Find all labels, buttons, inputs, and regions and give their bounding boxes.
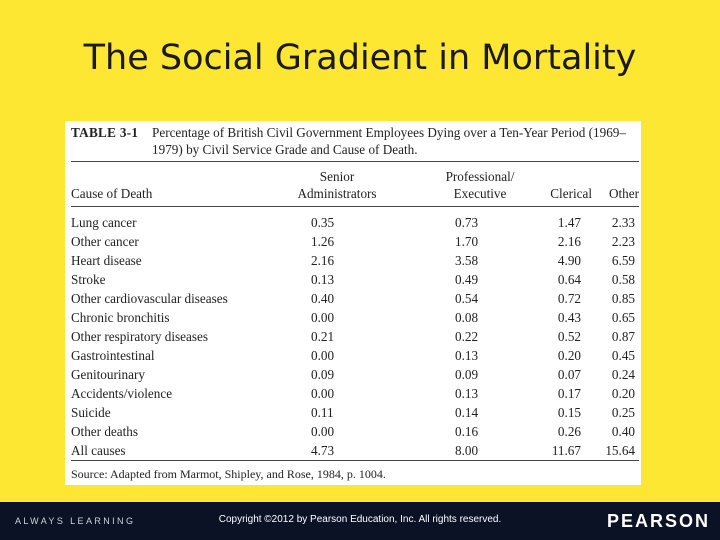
- table-top-rule: [71, 161, 639, 162]
- cell-senior: 0.00: [311, 310, 335, 325]
- cell-other: 2.23: [611, 234, 635, 249]
- cell-clerical: 0.15: [557, 405, 581, 420]
- pearson-logo: PEARSON: [606, 511, 710, 531]
- cell-professional: 0.54: [455, 291, 479, 306]
- cell-clerical: 1.47: [557, 215, 581, 230]
- cell-clerical: 0.20: [557, 348, 581, 363]
- table-row: [65, 327, 641, 346]
- cell-professional: 0.09: [455, 367, 479, 382]
- header-senior-administrators: [277, 168, 397, 202]
- cell-professional: 0.14: [455, 405, 479, 420]
- cell-clerical: 2.16: [557, 234, 581, 249]
- cell-other: 0.24: [611, 367, 635, 382]
- cell-clerical: 0.72: [557, 291, 581, 306]
- cell-senior: 4.73: [311, 443, 335, 458]
- cell-cause: Stroke: [71, 272, 106, 287]
- cell-professional: 1.70: [455, 234, 479, 249]
- cell-clerical: 0.43: [557, 310, 581, 325]
- header-other: Other: [608, 186, 639, 201]
- cell-other: 6.59: [611, 253, 635, 268]
- cell-other: 0.65: [611, 310, 635, 325]
- cell-cause: Other respiratory diseases: [71, 329, 208, 344]
- cell-clerical: 0.64: [557, 272, 581, 287]
- cell-senior: 0.13: [311, 272, 335, 287]
- table-row: [65, 422, 641, 441]
- cell-clerical: 0.07: [557, 367, 581, 382]
- cell-other: 0.85: [611, 291, 635, 306]
- table-row: [65, 346, 641, 365]
- cell-cause: All causes: [71, 443, 126, 458]
- cell-other: 0.25: [611, 405, 635, 420]
- cell-senior: 0.40: [311, 291, 335, 306]
- cell-professional: 0.49: [455, 272, 479, 287]
- cell-professional: 0.22: [455, 329, 479, 344]
- header-professional-executive: [425, 168, 535, 202]
- cell-professional: 0.13: [455, 386, 479, 401]
- cell-senior: 0.00: [311, 348, 335, 363]
- cell-other: 2.33: [611, 215, 635, 230]
- slide-title: The Social Gradient in Mortality: [83, 38, 637, 78]
- cell-cause: Gastrointestinal: [71, 348, 155, 363]
- table-row: [65, 441, 641, 460]
- table-row: [65, 289, 641, 308]
- cell-clerical: 11.67: [551, 443, 581, 458]
- table-bottom-rule: [71, 460, 639, 461]
- cell-senior: 0.09: [311, 367, 335, 382]
- cell-senior: 2.16: [311, 253, 335, 268]
- cell-cause: Suicide: [71, 405, 111, 420]
- cell-senior: 0.11: [311, 405, 334, 420]
- cell-cause: Lung cancer: [71, 215, 137, 230]
- cell-cause: Heart disease: [71, 253, 142, 268]
- cell-senior: 0.35: [311, 215, 335, 230]
- cell-cause: Other cancer: [71, 234, 139, 249]
- cell-other: 0.87: [611, 329, 635, 344]
- table-label: TABLE 3-1: [71, 125, 139, 140]
- header-clerical: Clerical: [550, 186, 592, 201]
- table-row: [65, 251, 641, 270]
- footer-bar: [0, 502, 720, 540]
- header-senior-line1: Senior: [319, 169, 355, 184]
- footer-tagline: ALWAYS LEARNING: [15, 516, 136, 526]
- table-row: [65, 384, 641, 403]
- cell-senior: 0.21: [311, 329, 335, 344]
- cell-clerical: 0.52: [557, 329, 581, 344]
- cell-other: 0.58: [611, 272, 635, 287]
- cell-senior: 0.00: [311, 386, 335, 401]
- cell-cause: Accidents/violence: [71, 386, 173, 401]
- cell-professional: 8.00: [455, 443, 479, 458]
- cell-other: 15.64: [605, 443, 635, 458]
- table-row: [65, 308, 641, 327]
- mortality-table: [65, 121, 641, 485]
- header-senior-line2: Administrators: [297, 186, 377, 201]
- header-prof-line1: Professional/: [445, 169, 515, 184]
- cell-other: 0.40: [611, 424, 635, 439]
- cell-clerical: 4.90: [557, 253, 581, 268]
- table-row: [65, 270, 641, 289]
- cell-professional: 0.13: [455, 348, 479, 363]
- header-bottom-rule: [71, 206, 639, 207]
- header-cause-of-death: Cause of Death: [71, 186, 153, 201]
- cell-other: 0.45: [611, 348, 635, 363]
- table-source: Source: Adapted from Marmot, Shipley, and Rose, 1984, p. 1004.: [71, 467, 386, 481]
- cell-other: 0.20: [611, 386, 635, 401]
- cell-senior: 1.26: [311, 234, 335, 249]
- table-caption-text: Percentage of British Civil Government Employees Dying over a Ten-Year Period (1969–1979) by Civil Service Grade and Cause of Death.: [152, 125, 626, 157]
- cell-professional: 0.73: [455, 215, 479, 230]
- cell-professional: 0.16: [455, 424, 479, 439]
- cell-cause: Genitourinary: [71, 367, 145, 382]
- cell-cause: Other cardiovascular diseases: [71, 291, 228, 306]
- cell-senior: 0.00: [311, 424, 335, 439]
- cell-clerical: 0.17: [557, 386, 581, 401]
- cell-clerical: 0.26: [557, 424, 581, 439]
- table-row: [65, 365, 641, 384]
- table-row: [65, 403, 641, 422]
- cell-cause: Chronic bronchitis: [71, 310, 170, 325]
- footer-copyright: Copyright ©2012 by Pearson Education, Inc. All rights reserved.: [218, 514, 502, 525]
- header-prof-line2: Executive: [453, 186, 507, 201]
- table-row: [65, 213, 641, 232]
- table-body: [65, 213, 641, 460]
- cell-professional: 0.08: [455, 310, 479, 325]
- table-row: [65, 232, 641, 251]
- cell-professional: 3.58: [455, 253, 479, 268]
- cell-cause: Other deaths: [71, 424, 139, 439]
